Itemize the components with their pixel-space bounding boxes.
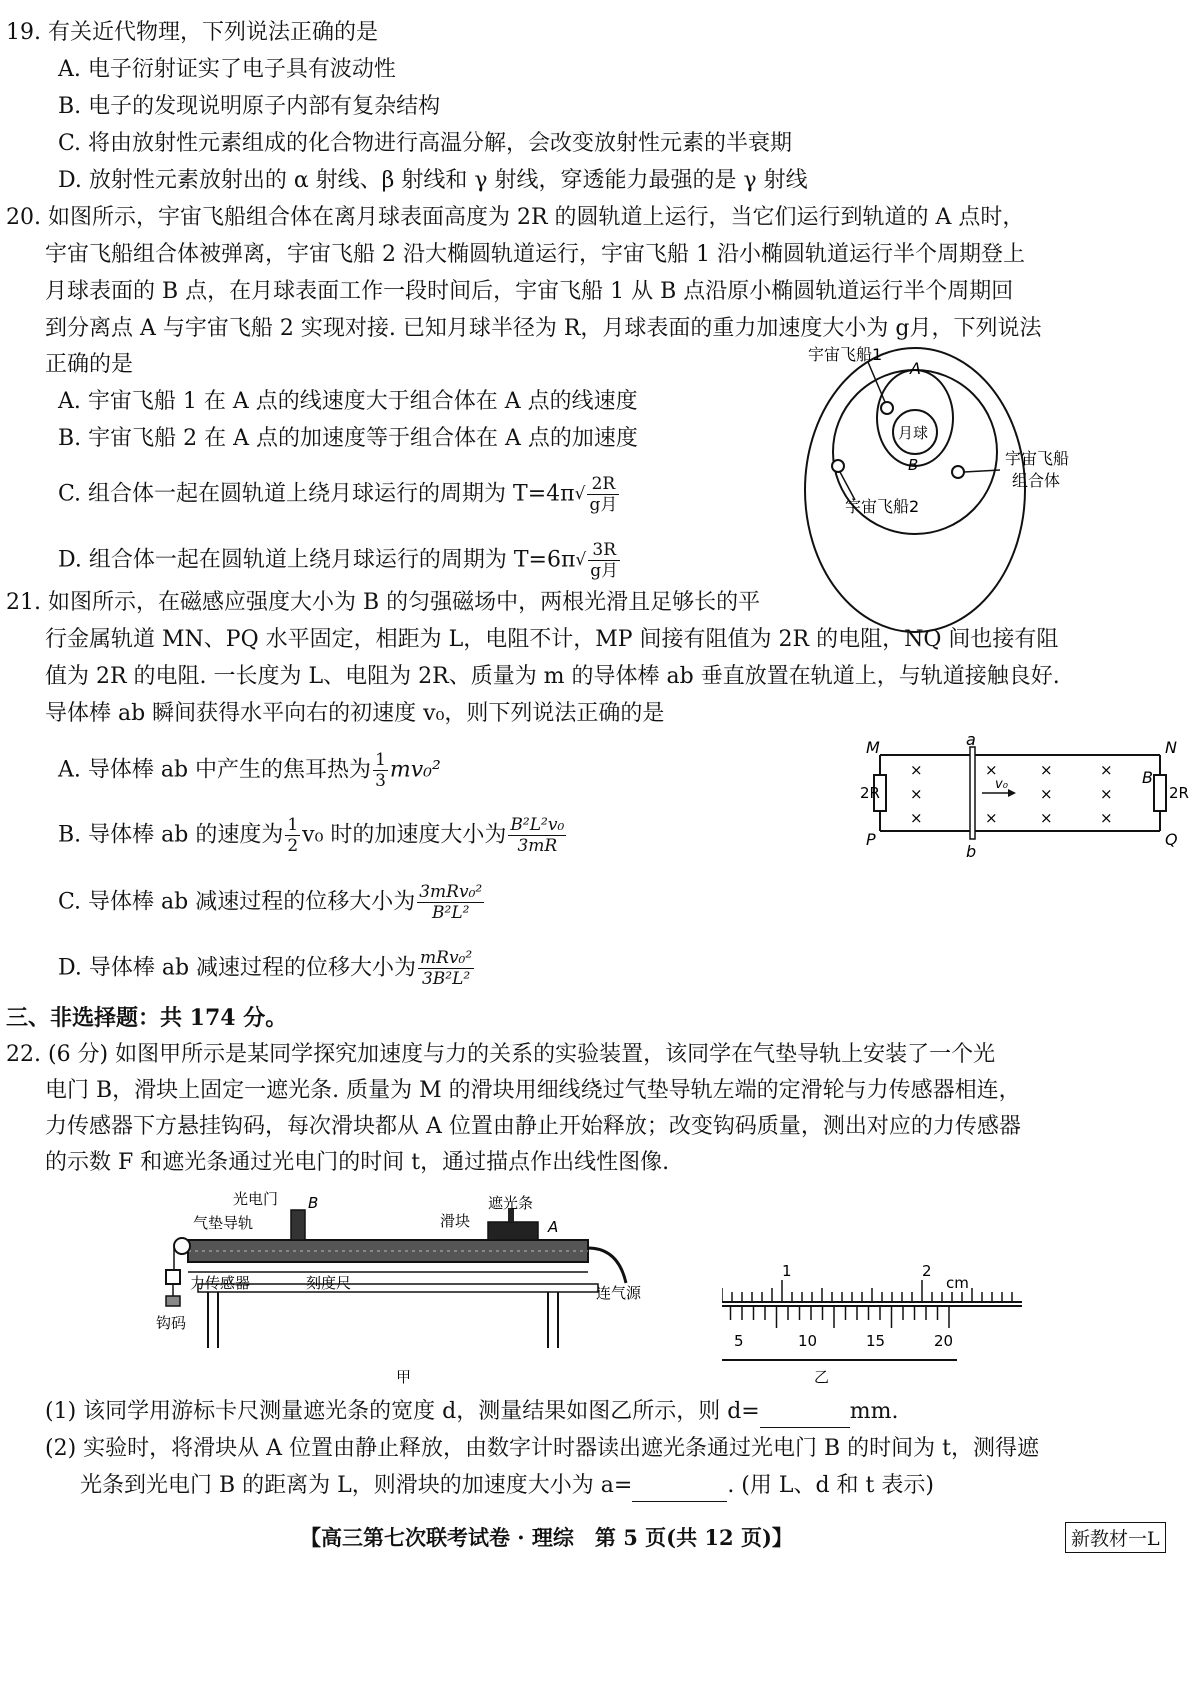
cross: × [985, 761, 998, 779]
q21-option-a-den: 3 [375, 771, 386, 791]
q21-option-c-num: 3mRv₀² [419, 882, 483, 902]
conductor-rod-ab [970, 747, 975, 839]
q22-sub2-line2 [80, 1471, 934, 1502]
q22-stem-line2: 电门 B，滑块上固定一遮光条. 质量为 M 的滑块用细线绕过气垫导轨左端的定滑轮与力传感器相连， [45, 1078, 1021, 1103]
vernier-label-20: 20 [934, 1332, 954, 1350]
q22-sub1 [45, 1397, 898, 1428]
label-m: M [866, 738, 880, 757]
vernier-label-10: 10 [798, 1332, 818, 1350]
q21-option-d [58, 948, 476, 989]
small-ellipse-orbit [877, 370, 953, 466]
combo-label-line1: 宇宙飞船 [1005, 449, 1070, 468]
cross: × [1040, 761, 1053, 779]
cross: × [910, 761, 923, 779]
cross: × [910, 785, 923, 803]
label-p: P [866, 830, 876, 849]
q21-option-c-den: B²L² [432, 903, 470, 923]
q22-stem-line1: 22. (6 分) 如图甲所示是某同学探究加速度与力的关系的实验装置，该同学在气垫导轨上安装了一个光 [6, 1042, 996, 1067]
q21-option-a-text: A. 导体棒 ab 中产生的焦耳热为 [58, 757, 372, 783]
q21-stem-line4: 导体棒 ab 瞬间获得水平向右的初速度 v₀，则下列说法正确的是 [45, 701, 665, 726]
label-2r-left: 2R [860, 784, 880, 802]
main-label-2: 2 [922, 1262, 932, 1280]
moon-label: 月球 [898, 424, 929, 442]
q22-sub2-text: 光条到光电门 B 的距离为 L，则滑块的加速度大小为 a= [80, 1473, 633, 1498]
photogate [291, 1210, 305, 1240]
q20-stem-line1: 20. 如图所示，宇宙飞船组合体在离月球表面高度为 2R 的圆轨道上运行，当它们运行到轨道的 A 点时， [6, 205, 1025, 230]
pulley [174, 1238, 190, 1254]
q21-option-b-text: B. 导体棒 ab 的速度为 [58, 822, 284, 848]
q21-option-c [58, 882, 486, 923]
q20-option-a: A. 宇宙飞船 1 在 A 点的线速度大于组合体在 A 点的线速度 [58, 389, 638, 414]
label-v0: v₀ [995, 777, 1008, 792]
q20-option-d-num: 3R [588, 540, 620, 561]
cross: × [1040, 785, 1053, 803]
q22-sub2-answer-blank[interactable] [632, 1471, 727, 1502]
ship2-marker [832, 460, 844, 472]
q21-option-d-den: 3B²L² [421, 969, 471, 989]
label-q: Q [1165, 830, 1178, 849]
label-2r-right: 2R [1169, 784, 1189, 802]
hook-weight [166, 1296, 180, 1306]
air-hose [588, 1248, 626, 1283]
q21-option-a-suffix: mv₀² [389, 757, 441, 783]
ship2-label: 宇宙飞船2 [845, 497, 920, 516]
photogate-label: 光电门 [233, 1190, 279, 1208]
air-track-label: 气垫导轨 [193, 1214, 254, 1232]
q22-stem-line3: 力传感器下方悬挂钩码，每次滑块都从 A 位置由静止开始释放；改变钩码质量，测出对应的力传感器 [45, 1114, 1021, 1139]
cross: × [1040, 809, 1053, 827]
slider-label: 滑块 [440, 1212, 471, 1230]
ruler-label: 刻度尺 [306, 1274, 352, 1292]
q22-sub1-unit: mm. [849, 1399, 899, 1424]
q20-option-c-den: g月 [589, 495, 618, 515]
weight-label: 钩码 [156, 1314, 187, 1332]
q19-option-a: A. 电子衍射证实了电子具有波动性 [58, 57, 396, 82]
q19-option-d: D. 放射性元素放射出的 α 射线、β 射线和 γ 射线，穿透能力最强的是 γ 射线 [58, 168, 808, 193]
q20-option-d [58, 540, 622, 581]
cross: × [1100, 761, 1113, 779]
ship2-leader [840, 472, 855, 500]
large-ellipse-orbit [805, 348, 1025, 632]
q20-stem-line4: 到分离点 A 与宇宙飞船 2 实现对接. 已知月球半径为 R，月球表面的重力加速度大小为 g月，下列说法 [45, 316, 1042, 341]
q21-stem-line2: 行金属轨道 MN、PQ 水平固定，相距为 L，电阻不计，MP 间接有阻值为 2R 的电阻，NQ 间也接有阻 [45, 627, 1059, 652]
q21-option-d-num: mRv₀² [420, 948, 473, 968]
air-track [188, 1240, 588, 1262]
main-label-1: 1 [782, 1262, 792, 1280]
q20-stem-line2: 宇宙飞船组合体被弹离，宇宙飞船 2 沿大椭圆轨道运行，宇宙飞船 1 沿小椭圆轨道运行半个周期登上 [45, 242, 1025, 267]
fig-yi-caption: 乙 [814, 1368, 830, 1386]
ship1-label: 宇宙飞船1 [808, 345, 883, 364]
q21-option-b-num2: B²L²v₀ [510, 815, 565, 835]
combo-label-line2: 组合体 [1012, 471, 1061, 490]
cross: × [985, 809, 998, 827]
q21-option-b-mid: v₀ 时的加速度大小为 [302, 822, 507, 848]
photogate-b-label: B [308, 1194, 319, 1212]
q20-option-c-text: C. 组合体一起在圆轨道上绕月球运行的周期为 T=4π [58, 481, 575, 507]
q21-option-a-num: 1 [375, 750, 386, 770]
q20-option-c [58, 474, 621, 515]
q22-sub1-answer-blank[interactable] [760, 1397, 850, 1428]
table-top [198, 1284, 598, 1292]
label-b: b [966, 842, 977, 861]
combo-marker [952, 466, 964, 478]
q19-option-c: C. 将由放射性元素组成的化合物进行高温分解，会改变放射性元素的半衰期 [58, 131, 793, 156]
cross: × [1100, 785, 1113, 803]
page-footer: 【高三第七次联考试卷 · 理综 第 5 页(共 12 页)】 [300, 1525, 793, 1550]
q21-option-d-text: D. 导体棒 ab 减速过程的位移大小为 [58, 955, 417, 981]
q21-option-b [58, 815, 568, 856]
label-a: a [966, 733, 976, 749]
section-3-heading: 三、非选择题：共 174 分。 [6, 1005, 288, 1031]
q20-orbit-figure [800, 340, 1100, 640]
q22-sub2-note: . (用 L、d 和 t 表示) [727, 1473, 934, 1498]
cross: × [910, 809, 923, 827]
q21-option-b-den1: 2 [287, 836, 299, 856]
fig-jia-caption: 甲 [396, 1368, 412, 1386]
q20-option-d-sqrt: √ $\frac{3R}{\text{g月}}$ [575, 540, 619, 581]
q20-stem-line5: 正确的是 [45, 352, 134, 377]
vernier-label-5: 5 [734, 1332, 744, 1350]
q21-option-b-den2: 3mR [517, 836, 558, 856]
resistor-right [1154, 775, 1166, 811]
vernier-scale-ticks [722, 1306, 949, 1328]
slider [488, 1222, 538, 1240]
vernier-label-15: 15 [866, 1332, 886, 1350]
position-a-label: A [548, 1218, 559, 1236]
force-sensor-label: 力传感器 [190, 1274, 251, 1292]
force-sensor-box [166, 1270, 180, 1284]
q21-stem-line3: 值为 2R 的电阻. 一长度为 L、电阻为 2R、质量为 m 的导体棒 ab 垂直放置在轨道上，与轨道接触良好. [45, 664, 1060, 689]
ship1-marker [881, 402, 893, 414]
cross: × [1100, 809, 1113, 827]
q21-stem-line1: 21. 如图所示，在磁感应强度大小为 B 的匀强磁场中，两根光滑且足够长的平 [6, 590, 761, 615]
q21-circuit-figure [860, 733, 1190, 861]
edition-tag: 新教材一L [1065, 1522, 1166, 1553]
q20-option-b: B. 宇宙飞船 2 在 A 点的加速度等于组合体在 A 点的加速度 [58, 426, 638, 451]
q22-stem-line4: 的示数 F 和遮光条通过光电门的时间 t，通过描点作出线性图像. [45, 1150, 670, 1175]
label-n: N [1165, 738, 1177, 757]
fig-yi-vernier [722, 1250, 1052, 1390]
q20-stem-line3: 月球表面的 B 点，在月球表面工作一段时间后，宇宙飞船 1 从 B 点沿原小椭圆轨道运行半个周期回 [45, 279, 1014, 304]
point-b-label: B [908, 456, 919, 474]
q19-stem: 19. 有关近代物理，下列说法正确的是 [6, 20, 378, 45]
q21-option-b-num1: 1 [287, 815, 299, 835]
q20-option-c-num: 2R [587, 474, 619, 495]
velocity-arrowhead [1008, 789, 1016, 797]
fig-jia-apparatus [148, 1188, 708, 1388]
q21-option-c-text: C. 导体棒 ab 减速过程的位移大小为 [58, 889, 416, 915]
q20-option-c-sqrt: √ $\frac{2R}{\text{g月}}$ [574, 474, 618, 515]
q20-option-d-den: g月 [590, 561, 619, 581]
air-source-label: 连气源 [596, 1284, 642, 1302]
label-field-b: B [1142, 768, 1153, 787]
q19-option-b: B. 电子的发现说明原子内部有复杂结构 [58, 94, 441, 119]
q20-option-d-text: D. 组合体一起在圆轨道上绕月球运行的周期为 T=6π [58, 547, 576, 573]
point-a-label: A [910, 359, 921, 378]
shade-label: 遮光条 [488, 1194, 534, 1212]
q22-sub2-line1: (2) 实验时，将滑块从 A 位置由静止释放，由数字计时器读出遮光条通过光电门 B 的时间为 t，测得遮 [45, 1436, 1040, 1461]
q22-sub1-text: (1) 该同学用游标卡尺测量遮光条的宽度 d，测量结果如图乙所示，则 d= [45, 1399, 760, 1424]
unit-label: cm [946, 1274, 969, 1292]
q21-option-a [58, 750, 441, 791]
